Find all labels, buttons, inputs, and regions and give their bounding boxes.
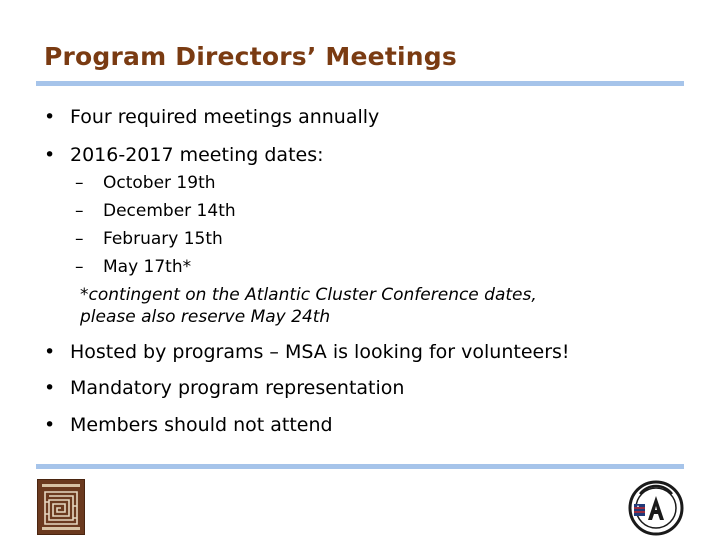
dash-glyph: – bbox=[75, 201, 84, 221]
date-text: May 17th* bbox=[103, 257, 192, 277]
bullet-text: Four required meetings annually bbox=[70, 106, 380, 128]
bullet-text: 2016-2017 meeting dates: bbox=[70, 144, 324, 166]
date-item-2 bbox=[75, 200, 236, 222]
bullet-glyph: • bbox=[44, 144, 56, 166]
americorps-logo-icon bbox=[628, 480, 684, 536]
top-divider bbox=[36, 81, 684, 86]
bullet-item-2 bbox=[44, 143, 324, 167]
contingency-note bbox=[80, 284, 537, 328]
bullet-text: Members should not attend bbox=[70, 414, 333, 436]
date-text: October 19th bbox=[103, 173, 216, 193]
bullet-glyph: • bbox=[44, 414, 56, 436]
massachusetts-service-alliance-logo-icon bbox=[37, 479, 85, 535]
americorps-circle-icon bbox=[628, 480, 684, 536]
dash-glyph: – bbox=[75, 229, 84, 249]
bullet-glyph: • bbox=[44, 341, 56, 363]
bullet-item-4 bbox=[44, 376, 404, 400]
dash-glyph: – bbox=[75, 257, 84, 277]
bottom-divider bbox=[36, 464, 684, 469]
bullet-glyph: • bbox=[44, 377, 56, 399]
date-item-1 bbox=[75, 172, 216, 194]
note-line-1: *contingent on the Atlantic Cluster Conference dates, bbox=[80, 285, 537, 305]
bullet-item-5 bbox=[44, 413, 333, 437]
bullet-item-1 bbox=[44, 105, 379, 129]
date-item-3 bbox=[75, 228, 223, 250]
date-text: December 14th bbox=[103, 201, 236, 221]
dash-glyph: – bbox=[75, 173, 84, 193]
bullet-text: Hosted by programs – MSA is looking for volunteers! bbox=[70, 341, 570, 363]
bullet-item-3 bbox=[44, 340, 570, 364]
date-text: February 15th bbox=[103, 229, 223, 249]
bullet-glyph: • bbox=[44, 106, 56, 128]
note-line-2: please also reserve May 24th bbox=[80, 307, 331, 327]
date-item-4 bbox=[75, 256, 191, 278]
slide-title: Program Directors’ Meetings bbox=[44, 42, 457, 71]
bullet-text: Mandatory program representation bbox=[70, 377, 405, 399]
maze-emblem-icon bbox=[38, 480, 84, 534]
